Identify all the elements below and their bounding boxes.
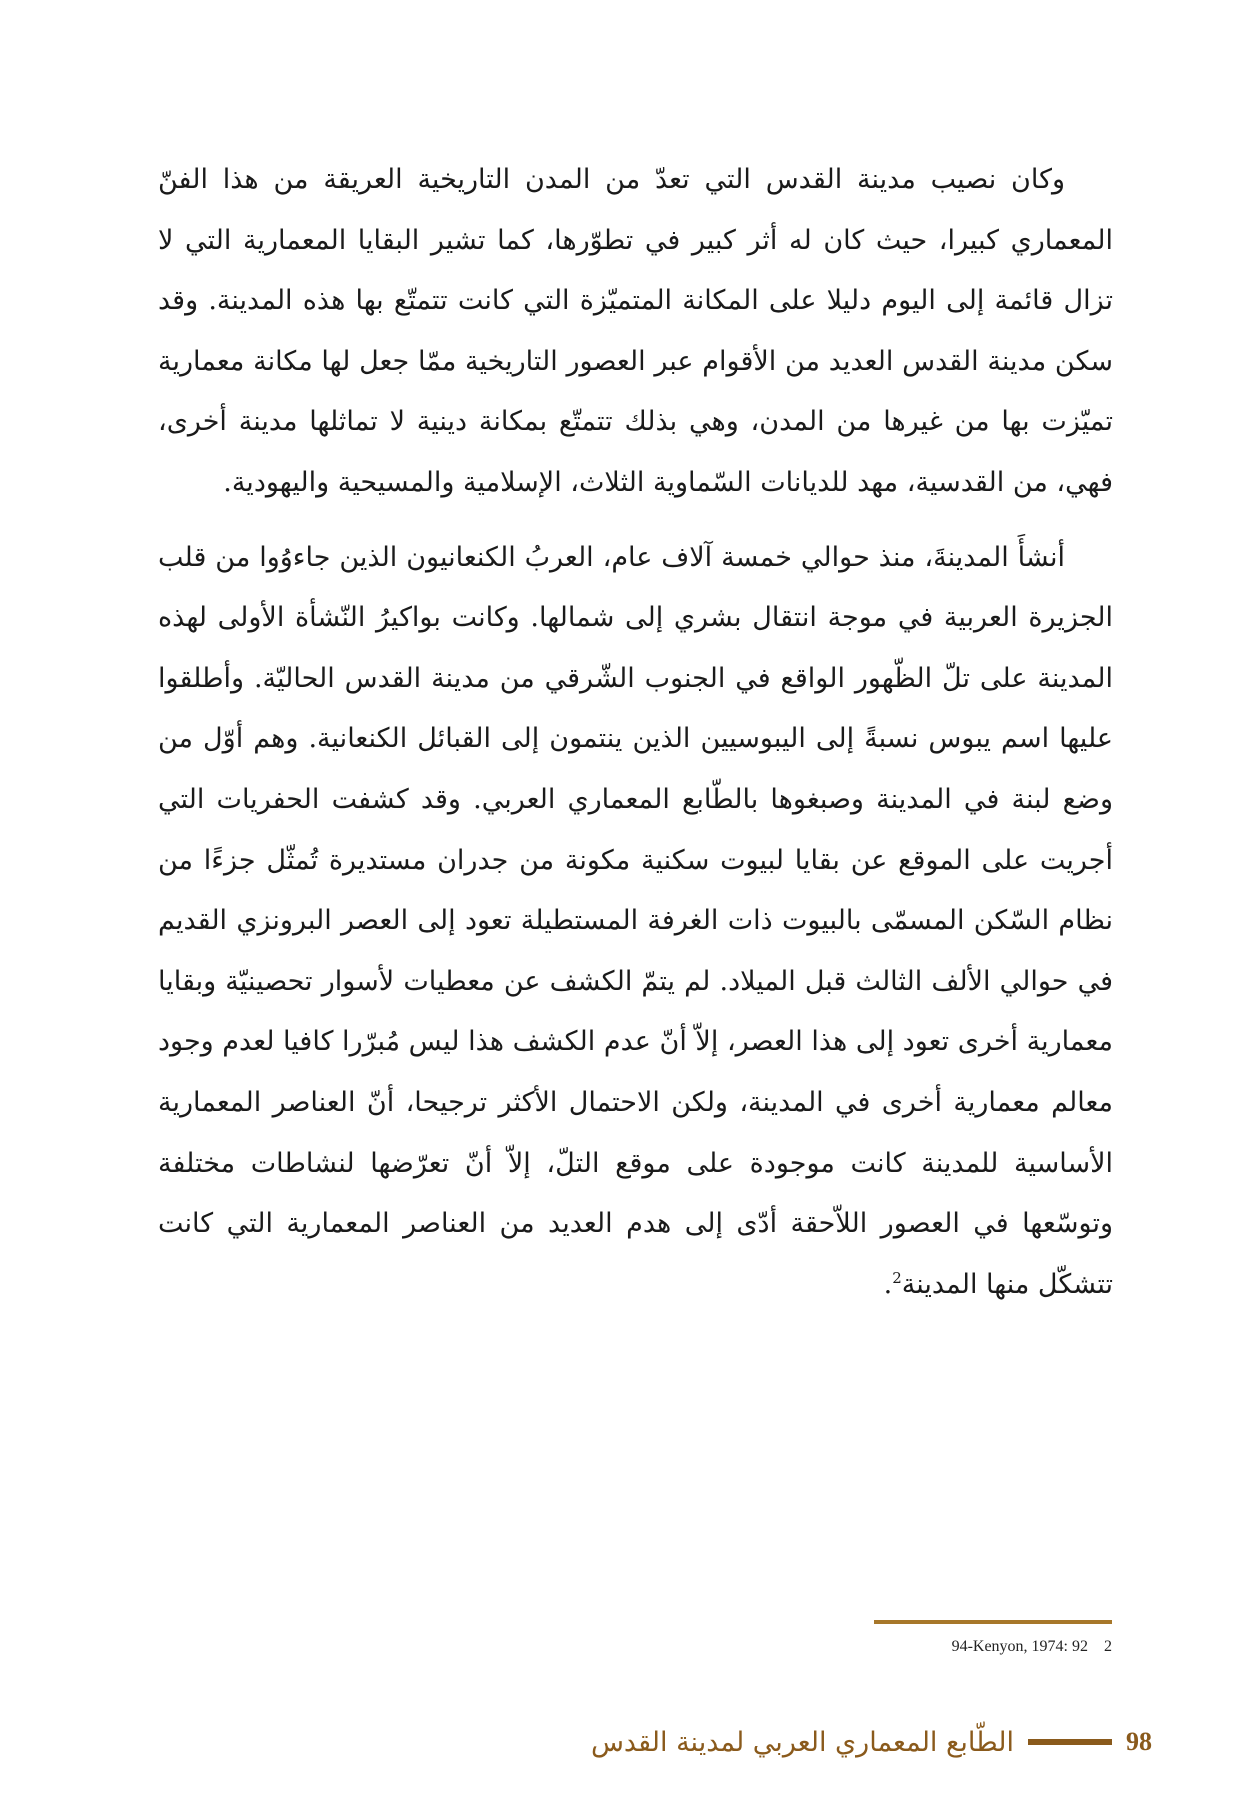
footer-divider-bar [1028, 1739, 1112, 1745]
footnote [874, 1638, 1112, 1656]
running-footer [591, 1722, 1152, 1762]
paragraph-2-text: أنشأَ المدينةَ، منذ حوالي خمسة آلاف عام، العربُ الكنعانيون الذين جاءوُوا من قلب الجزيرة العربية في موجة انتقال بشري إلى شمالها. وكانت بواكيرُ النّشأة الأولى لهذه المدينة على تلّ الظّهور الواقع في الجنوب الشّرقي من مدينة القدس الحاليّة. وأطلقوا عليها اسم يبوس نسبةً إلى اليبوسيين الذين ينتمون إلى القبائل الكنعانية. وهم أوّل من وضع لبنة في المدينة وصبغوها بالطّابع المعماري العربي. وقد كشفت الحفريات التي أجريت على الموقع عن بقايا لبيوت سكنية مكونة من جدران مستديرة تُمثّل جزءًا من نظام السّكن المسمّى بالبيوت ذات الغرفة المستطيلة تعود إلى العصر البرونزي القديم في حوالي الألف الثالث قبل الميلاد. لم يتمّ الكشف عن معطيات لأسوار تحصينيّة وبقايا معمارية أخرى تعود إلى هذا العصر، إلاّ أنّ عدم الكشف هذا ليس مُبرّرا كافيا لعدم وجود معالم معمارية أخرى في المدينة، ولكن الاحتمال الأكثر ترجيحا، أنّ العناصر المعمارية الأساسية للمدينة كانت موجودة على موقع التلّ، إلاّ أنّ تعرّضها لنشاطات مختلفة وتوسّعها في العصور اللاّحقة أدّى إلى هدم العديد من العناصر المعمارية التي كانت تتشكّل منها المدينة [158, 541, 1113, 1300]
paragraph-1: وكان نصيب مدينة القدس التي تعدّ من المدن التاريخية العريقة من هذا الفنّ المعماري كبيرا، حيث كان له أثر كبير في تطوّرها، كما تشير البقايا المعمارية التي لا تزال قائمة إلى اليوم دليلا على المكانة المتميّزة التي كانت تتمتّع بها هذه المدينة. وقد سكن مدينة القدس العديد من الأقوام عبر العصور التاريخية ممّا جعل لها مكانة معمارية تميّزت بها من غيرها من المدن، وهي بذلك تتمتّع بمكانة دينية لا تماثلها مدينة أخرى، فهي، من القدسية، مهد للديانات السّماوية الثلاث، الإسلامية والمسيحية واليهودية. [158, 164, 1113, 498]
footnote-divider [874, 1620, 1112, 1624]
paragraph-2-end: . [883, 1268, 893, 1300]
footnote-number: 2 [1104, 1638, 1112, 1655]
book-title: الطّابع المعماري العربي لمدينة القدس [590, 1726, 1014, 1758]
page-number: 98 [1126, 1727, 1152, 1756]
footnote-reference[interactable]: 2 [892, 1268, 902, 1287]
body-text [158, 150, 1113, 1315]
footnote-text: 94-Kenyon, 1974: 92 [951, 1638, 1088, 1655]
paragraph-2 [158, 528, 1113, 1316]
